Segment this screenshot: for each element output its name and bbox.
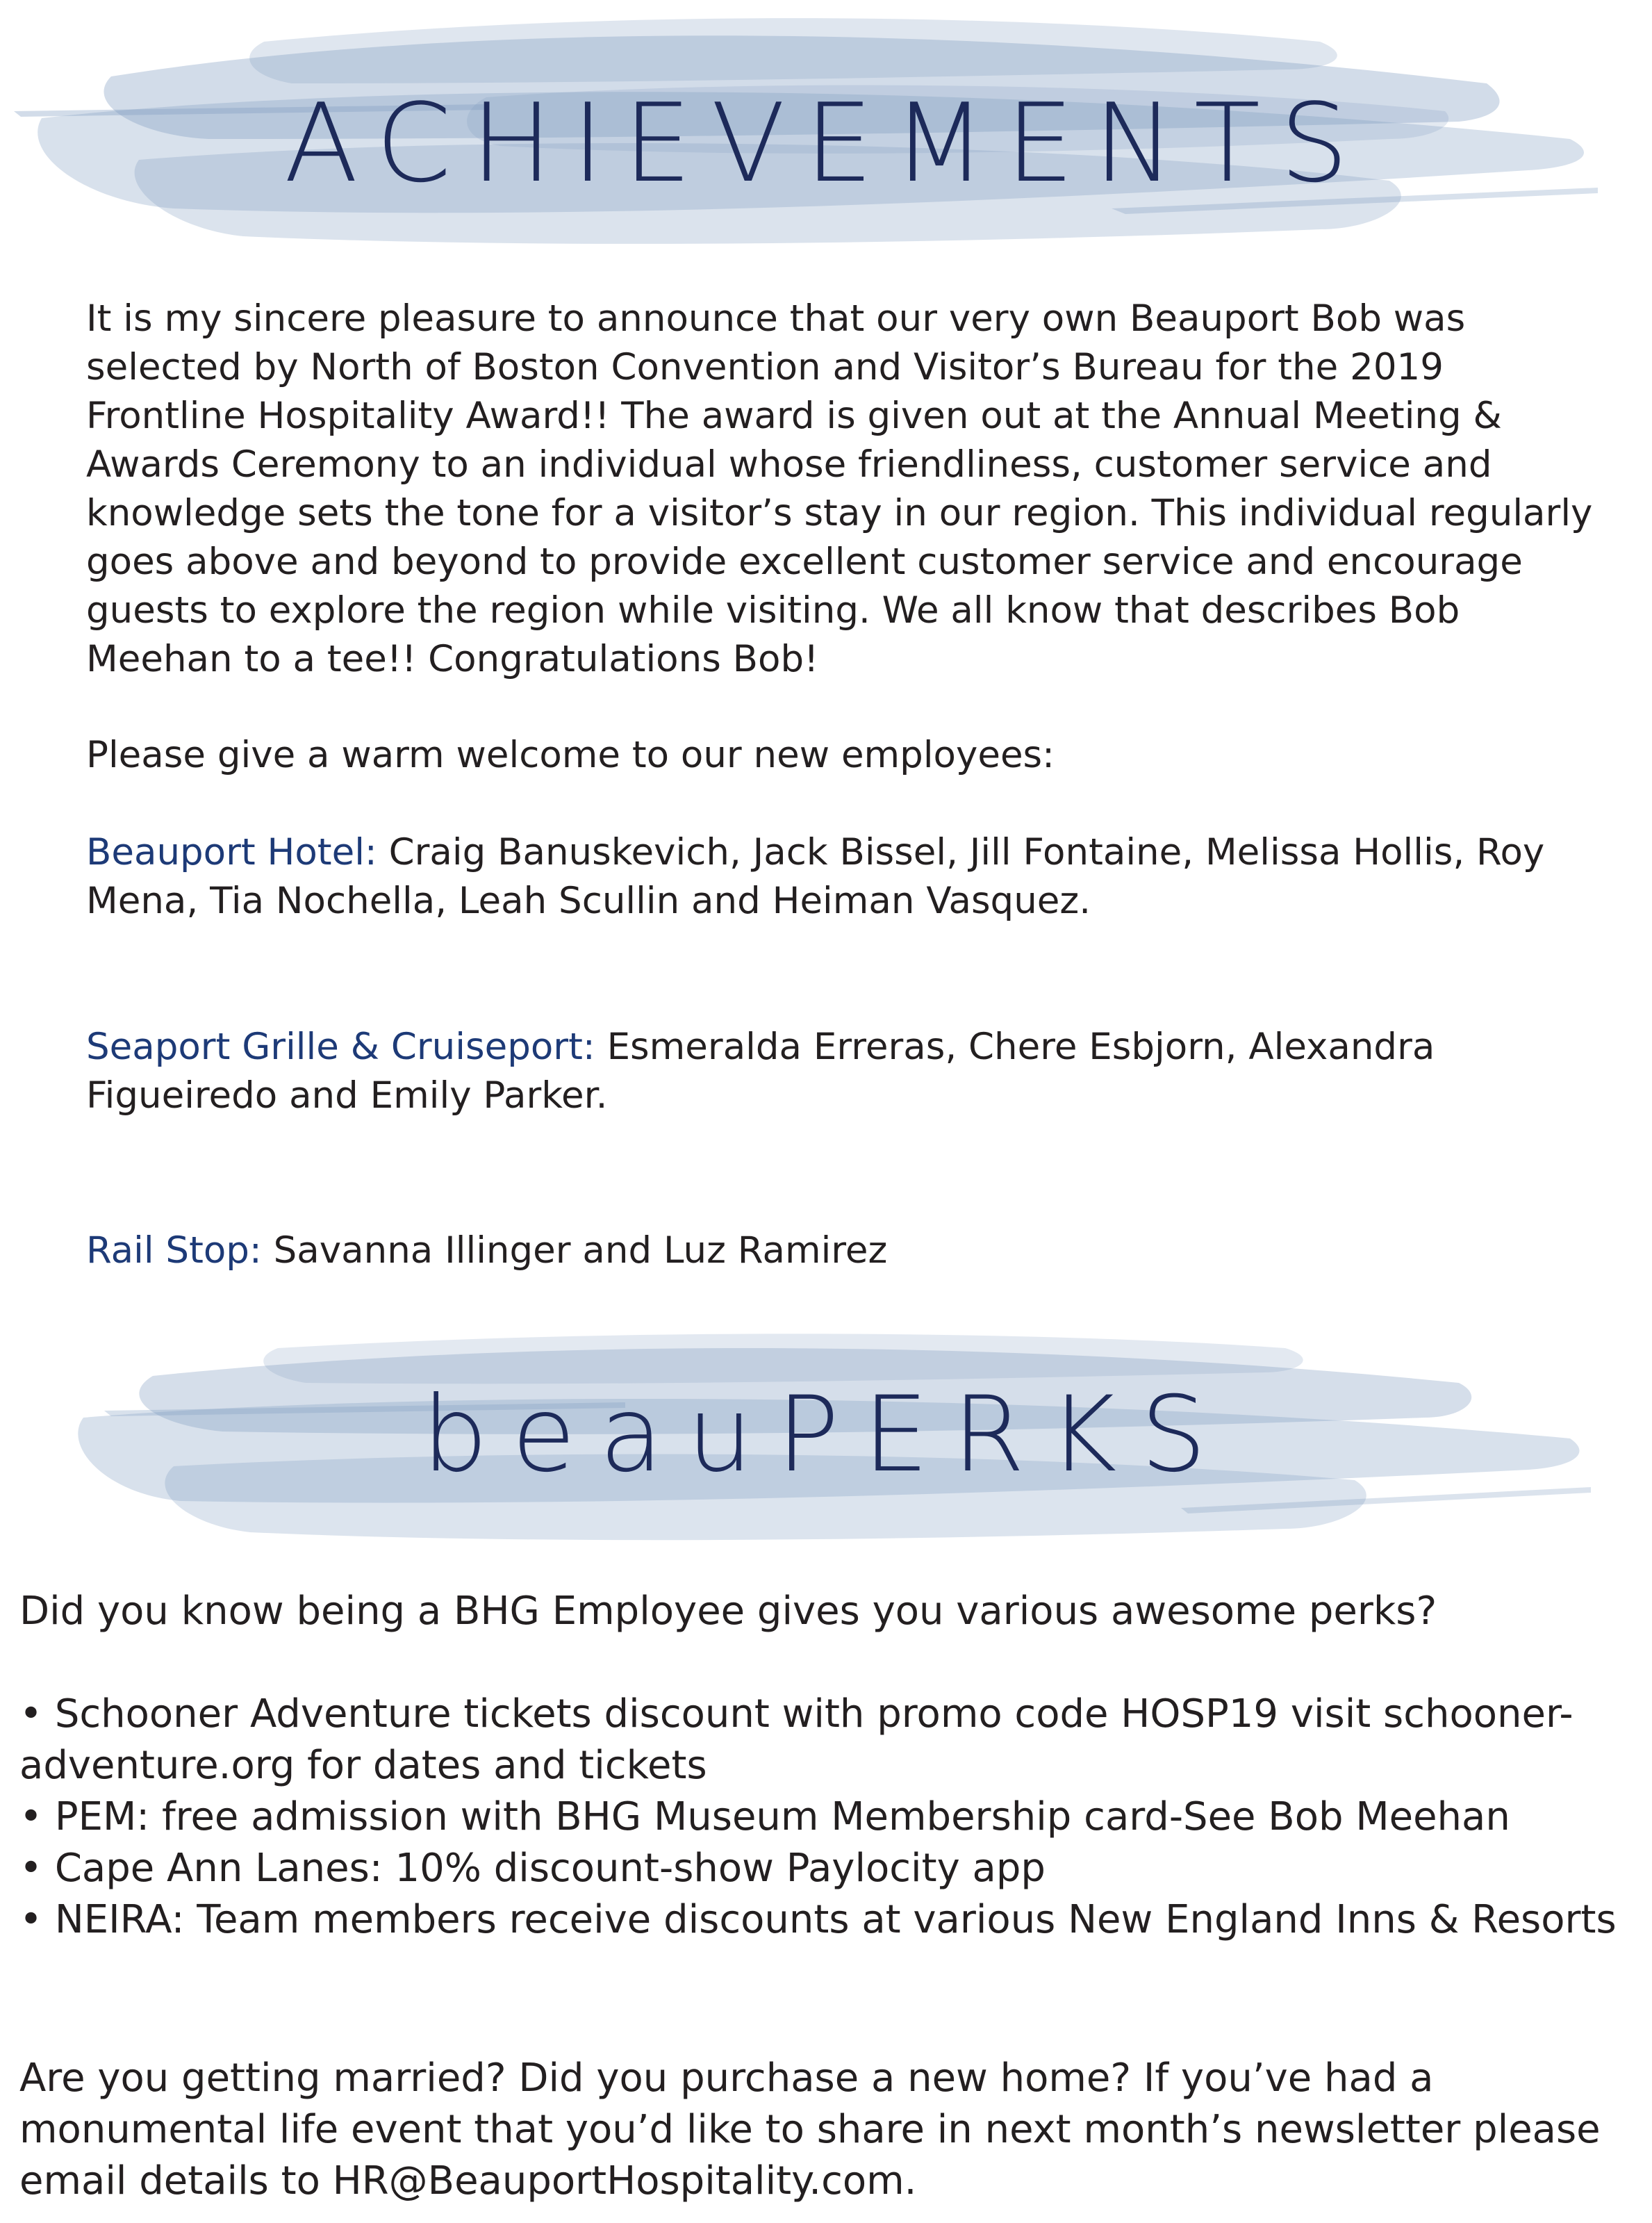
perk-item-pem: • PEM: free admission with BHG Museum Membership card-See Bob Meehan xyxy=(19,1794,1510,1839)
beauperks-heading: beauPERKS xyxy=(422,1375,1230,1495)
department-entry-seaport-grille xyxy=(86,1023,1601,1120)
department-name: Seaport Grille & Cruiseport: xyxy=(86,1026,595,1068)
perks-intro: Did you know being a BHG Employee gives you various awesome perks? xyxy=(19,1589,1437,1634)
department-employees: Craig Banuskevich, Jack Bissel, Jill Fontaine, Melissa Hollis, Roy Mena, Tia Nochella, Leah Scullin and Heiman Vasquez. xyxy=(86,831,1545,922)
award-announcement-paragraph: It is my sincere pleasure to announce that our very own Beauport Bob was selected by North of Boston Convention and Visitor’s Bureau for the 2019 Frontline Hospitality Award!! The award is given out at the Annual Meeting & Awards Ceremony to an individual whose friendliness, customer service and knowledge sets the tone for a visitor’s stay in our region. This individual regularly goes above and beyond to provide excellent customer service and encourage guests to explore the region while visiting. We all know that describes Bob Meehan to a tee!! Congratulations Bob! xyxy=(86,297,1593,680)
life-event-callout: Are you getting married? Did you purchase a new home? If you’ve had a monumental life event that you’d like to share in next month’s newsletter please email details to HR@BeauportHospitality.com. xyxy=(19,2056,1601,2204)
achievements-heading: ACHIEVEMENTS xyxy=(283,80,1369,206)
perks-list xyxy=(19,1689,1645,1946)
perk-item-cape-ann-lanes: • Cape Ann Lanes: 10% discount-show Paylocity app xyxy=(19,1846,1046,1891)
department-entry-beauport-hotel xyxy=(86,828,1601,926)
department-employees: Esmeralda Erreras, Chere Esbjorn, Alexandra Figueiredo and Emily Parker. xyxy=(86,1026,1435,1117)
perk-item-schooner: • Schooner Adventure tickets discount with promo code HOSP19 visit schooner-adventure.org for dates and tickets xyxy=(19,1691,1573,1788)
department-employees: Savanna Illinger and Luz Ramirez xyxy=(261,1229,888,1272)
department-name: Rail Stop: xyxy=(86,1229,262,1272)
department-name: Beauport Hotel: xyxy=(86,831,377,873)
department-entry-rail-stop xyxy=(86,1227,1601,1275)
new-employees-intro: Please give a warm welcome to our new employees: xyxy=(86,734,1055,776)
perk-item-neira: • NEIRA: Team members receive discounts at various New England Inns & Resorts xyxy=(19,1897,1617,1942)
